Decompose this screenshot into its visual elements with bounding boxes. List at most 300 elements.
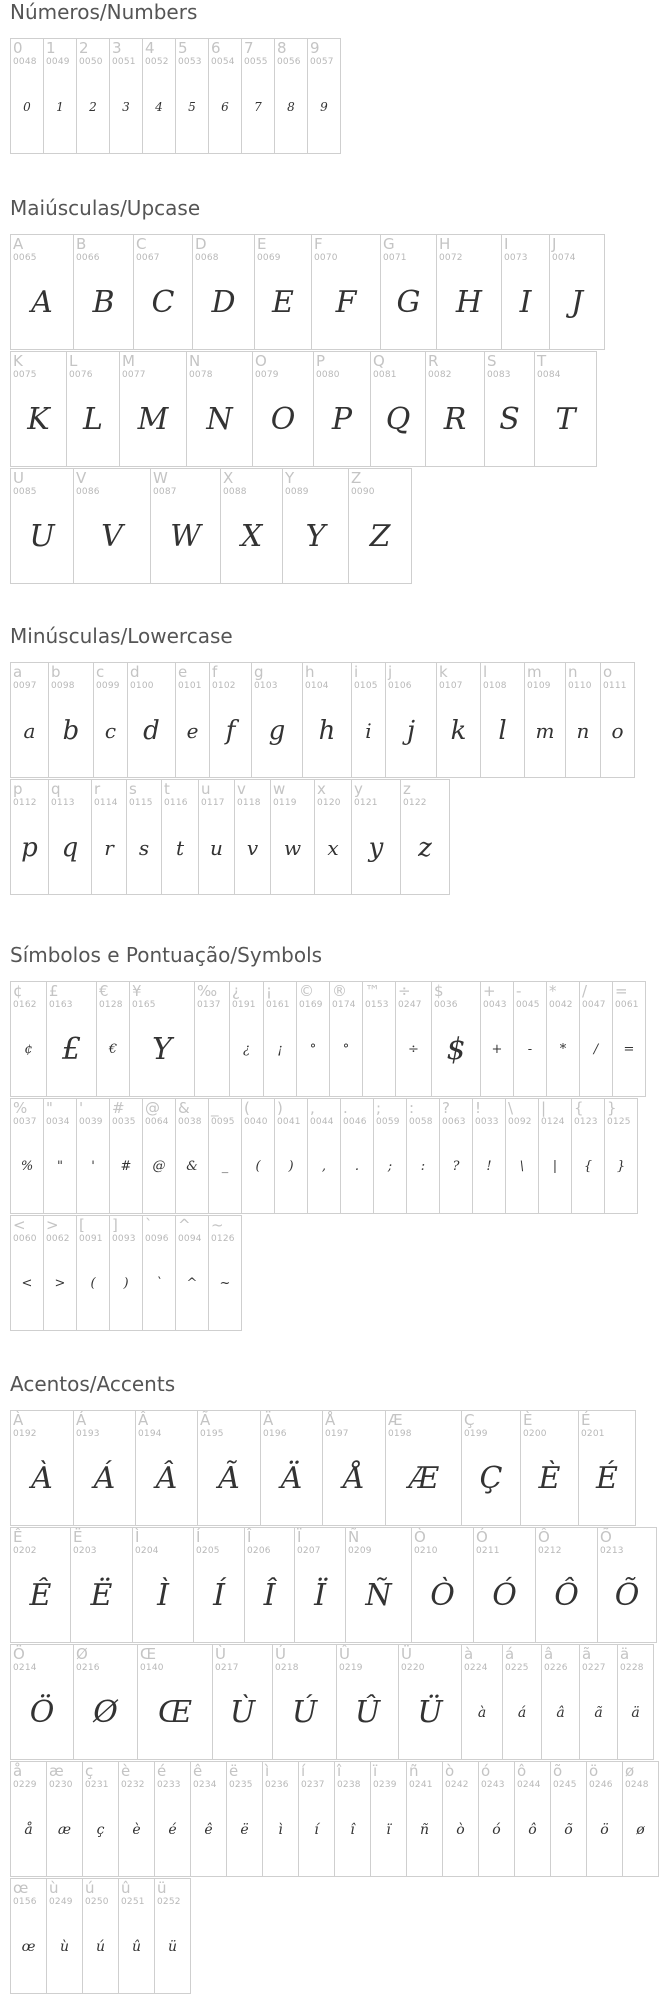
char-label: u: [201, 780, 211, 798]
glyph-cell: [586, 1761, 623, 1877]
char-code: 0242: [445, 1780, 469, 1790]
glyph-sample: p: [21, 833, 38, 863]
glyph-sample: M: [137, 402, 169, 437]
glyph-cell: [254, 234, 312, 350]
char-label: 4: [145, 39, 155, 57]
glyph-cell: [208, 38, 242, 154]
char-code: 0062: [46, 1234, 70, 1244]
char-label: Ì: [135, 1528, 140, 1546]
char-label: q: [51, 780, 61, 798]
char-code: 0055: [244, 57, 268, 67]
char-label: î: [337, 1762, 342, 1780]
glyph-sample: .: [354, 1159, 360, 1174]
char-code: 0237: [301, 1780, 325, 1790]
char-code: 0169: [299, 1000, 323, 1010]
glyph-sample: Ã: [218, 1461, 240, 1496]
glyph-sample: t: [175, 836, 185, 860]
glyph-cell: [161, 779, 199, 895]
glyph-cell: [10, 351, 67, 467]
char-code: 0249: [49, 1897, 73, 1907]
char-code: 0050: [79, 57, 103, 67]
glyph-cell: [154, 1761, 191, 1877]
char-label: ù: [49, 1879, 59, 1897]
char-label: à: [464, 1645, 474, 1663]
char-code: 0049: [46, 57, 70, 67]
char-label: ô: [517, 1762, 527, 1780]
glyph-cell: [311, 234, 381, 350]
char-code: 0047: [582, 1000, 606, 1010]
glyph-cell: [43, 1215, 77, 1331]
glyph-cell: [93, 662, 128, 778]
glyph-cell: [478, 1761, 515, 1877]
glyph-cell: [252, 351, 314, 467]
char-code: 0235: [229, 1780, 253, 1790]
glyph-sample: í: [314, 1822, 319, 1838]
char-code: 0212: [538, 1546, 562, 1556]
glyph-sample: q: [61, 833, 79, 863]
glyph-sample: Ù: [229, 1695, 256, 1730]
char-label: B: [76, 235, 87, 253]
glyph-cell: [135, 1410, 198, 1526]
char-code: 0108: [483, 681, 507, 691]
glyph-sample: £: [61, 1032, 82, 1067]
glyph-sample: Ê: [29, 1578, 52, 1613]
char-code: 0035: [112, 1117, 136, 1127]
glyph-sample: Æ: [408, 1461, 439, 1496]
char-label: @: [145, 1099, 160, 1117]
glyph-cell: [46, 1878, 83, 1994]
glyph-cell: [600, 662, 635, 778]
char-label: ~: [211, 1216, 224, 1234]
glyph-cell: [351, 779, 401, 895]
char-code: 0126: [211, 1234, 235, 1244]
char-code: 0070: [314, 253, 338, 263]
glyph-sample: û: [131, 1939, 142, 1955]
glyph-cell: [334, 1761, 371, 1877]
glyph-cell: [10, 1527, 71, 1643]
glyph-sample: S: [499, 402, 520, 437]
char-code: 0077: [122, 370, 146, 380]
glyph-sample: Ô: [554, 1578, 579, 1613]
glyph-cell: [270, 779, 315, 895]
section-numbers: [10, 0, 340, 155]
glyph-sample: ¿: [243, 1042, 250, 1057]
glyph-cell: [538, 1098, 572, 1214]
glyph-cell: [541, 1644, 580, 1760]
char-label: 5: [178, 39, 188, 57]
glyph-row: [10, 1761, 658, 1877]
char-label: Ê: [13, 1528, 23, 1546]
char-label: c: [96, 663, 105, 681]
glyph-cell: [362, 981, 396, 1097]
char-code: 0196: [263, 1429, 287, 1439]
char-code: 0232: [121, 1780, 145, 1790]
char-code: 0033: [475, 1117, 499, 1127]
glyph-cell: [550, 1761, 587, 1877]
glyph-sample: Ö: [29, 1695, 55, 1730]
char-label: {: [574, 1099, 584, 1117]
char-label: À: [13, 1411, 24, 1429]
glyph-sample: Å: [343, 1461, 365, 1496]
glyph-cell: [272, 1644, 337, 1760]
glyph-row: [10, 351, 604, 467]
glyph-sample: W: [170, 519, 201, 554]
glyph-sample: Î: [263, 1578, 276, 1613]
glyph-sample: â: [556, 1705, 565, 1721]
char-code: 0101: [178, 681, 202, 691]
char-label: ,: [310, 1099, 315, 1117]
glyph-cell: [220, 468, 283, 584]
char-code: 0195: [200, 1429, 224, 1439]
glyph-grid: [10, 234, 604, 584]
glyph-sample: ö: [600, 1822, 609, 1838]
char-label: V: [76, 469, 87, 487]
char-code: 0248: [625, 1780, 649, 1790]
glyph-cell: [579, 981, 613, 1097]
glyph-sample: ?: [452, 1159, 460, 1174]
char-code: 0137: [197, 1000, 221, 1010]
glyph-sample: G: [396, 285, 421, 320]
char-label: f: [212, 663, 218, 681]
char-label: R: [428, 352, 439, 370]
char-code: 0085: [13, 487, 37, 497]
char-label: ê: [193, 1762, 203, 1780]
glyph-row: [10, 662, 634, 778]
glyph-sample: g: [268, 716, 286, 746]
glyph-sample: 9: [320, 100, 328, 114]
glyph-sample: ù: [59, 1939, 70, 1955]
glyph-sample: Õ: [614, 1578, 640, 1613]
glyph-cell: [126, 779, 162, 895]
glyph-cell: [234, 779, 271, 895]
glyph-cell: [385, 1410, 462, 1526]
char-label: G: [383, 235, 395, 253]
char-code: 0071: [383, 253, 407, 263]
glyph-sample: ;: [387, 1159, 393, 1174]
char-code: 0202: [13, 1546, 37, 1556]
glyph-sample: 6: [221, 100, 229, 114]
glyph-cell: [109, 38, 143, 154]
glyph-sample: î: [350, 1822, 355, 1838]
glyph-cell: [307, 1098, 341, 1214]
glyph-row: [10, 1644, 658, 1760]
char-label: Ä: [263, 1411, 274, 1429]
glyph-cell: [154, 1878, 191, 1994]
glyph-cell: [132, 1527, 194, 1643]
char-label: ë: [229, 1762, 239, 1780]
char-label: ö: [589, 1762, 599, 1780]
char-label: y: [354, 780, 363, 798]
char-code: 0241: [409, 1780, 433, 1790]
glyph-sample: ã: [594, 1705, 603, 1721]
char-code: 0123: [574, 1117, 598, 1127]
char-code: 0115: [129, 798, 153, 808]
glyph-sample: L: [83, 402, 103, 437]
glyph-cell: [612, 981, 646, 1097]
glyph-cell: [226, 1761, 263, 1877]
glyph-cell: [118, 1878, 155, 1994]
char-label: Ã: [200, 1411, 211, 1429]
glyph-sample: s: [138, 836, 150, 860]
glyph-sample: o: [611, 719, 624, 743]
char-label: 9: [310, 39, 320, 57]
char-label: æ: [49, 1762, 64, 1780]
char-label: /: [582, 982, 588, 1000]
char-label: w: [273, 780, 286, 798]
char-code: 0072: [439, 253, 463, 263]
glyph-sample: Y: [152, 1032, 172, 1067]
char-code: 0227: [582, 1663, 606, 1673]
char-code: 0063: [442, 1117, 466, 1127]
char-code: 0046: [343, 1117, 367, 1127]
glyph-cell: [10, 662, 49, 778]
char-label: F: [314, 235, 323, 253]
char-label: 6: [211, 39, 221, 57]
char-code: 0040: [244, 1117, 268, 1127]
glyph-sample: k: [450, 716, 467, 746]
glyph-cell: [520, 1410, 579, 1526]
glyph-cell: [192, 234, 255, 350]
char-label: Ü: [401, 1645, 412, 1663]
glyph-sample: I: [519, 285, 532, 320]
glyph-sample: (: [90, 1276, 96, 1291]
char-code: 0199: [464, 1429, 488, 1439]
char-code: 0068: [195, 253, 219, 263]
char-code: 0065: [13, 253, 37, 263]
char-code: 0191: [232, 1000, 256, 1010]
glyph-sample: ó: [492, 1822, 501, 1838]
glyph-sample: =: [623, 1042, 635, 1057]
glyph-cell: [373, 1098, 407, 1214]
char-code: 0236: [265, 1780, 289, 1790]
char-label: X: [223, 469, 234, 487]
char-code: 0238: [337, 1780, 361, 1790]
char-code: 0224: [464, 1663, 488, 1673]
glyph-sample: 5: [188, 100, 196, 114]
glyph-sample: l: [498, 716, 507, 746]
char-code: 0036: [434, 1000, 458, 1010]
char-label: É: [581, 1411, 591, 1429]
glyph-sample: w: [283, 836, 302, 860]
char-code: 0110: [568, 681, 592, 691]
glyph-sample: Í: [213, 1578, 225, 1613]
glyph-cell: [10, 1098, 44, 1214]
glyph-sample: i: [365, 719, 372, 743]
glyph-cell: [251, 662, 303, 778]
char-code: 0230: [49, 1780, 73, 1790]
glyph-cell: [307, 38, 341, 154]
glyph-sample: á: [517, 1705, 527, 1721]
glyph-sample: 1: [56, 100, 64, 114]
char-code: 0113: [51, 798, 75, 808]
glyph-cell: [484, 351, 535, 467]
section-title: Acentos/Accents: [10, 1372, 176, 1396]
char-label: 7: [244, 39, 254, 57]
glyph-sample: +: [491, 1042, 503, 1057]
glyph-cell: [48, 662, 94, 778]
char-code: 0107: [439, 681, 463, 691]
char-label: <: [13, 1216, 26, 1234]
char-label: Ò: [414, 1528, 426, 1546]
glyph-sample: e: [186, 719, 199, 743]
glyph-sample: n: [576, 719, 590, 743]
glyph-sample: %: [20, 1159, 34, 1174]
char-label: Ô: [538, 1528, 550, 1546]
char-code: 0228: [620, 1663, 644, 1673]
char-code: 0067: [136, 253, 160, 263]
glyph-sample: ¢: [24, 1042, 33, 1057]
glyph-sample: `: [155, 1276, 163, 1291]
char-label: Ï: [297, 1528, 302, 1546]
section-title: Minúsculas/Lowercase: [10, 624, 233, 648]
glyph-sample: °: [342, 1042, 350, 1057]
glyph-cell: [10, 981, 47, 1097]
char-label: ™: [365, 982, 380, 1000]
char-code: 0079: [255, 370, 279, 380]
char-label: ü: [157, 1879, 167, 1897]
char-code: 0192: [13, 1429, 37, 1439]
glyph-row: [10, 779, 634, 895]
glyph-sample: R: [443, 402, 467, 437]
char-label: J: [552, 235, 557, 253]
glyph-cell: [501, 234, 550, 350]
char-label: !: [475, 1099, 482, 1117]
glyph-cell: [348, 468, 412, 584]
char-code: 0051: [112, 57, 136, 67]
glyph-cell: [604, 1098, 638, 1214]
glyph-cell: [46, 1761, 83, 1877]
glyph-cell: [442, 1761, 479, 1877]
char-code: 0081: [373, 370, 397, 380]
char-code: 0156: [13, 1897, 37, 1907]
char-code: 0226: [544, 1663, 568, 1673]
glyph-sample: É: [596, 1461, 618, 1496]
char-code: 0111: [603, 681, 627, 691]
glyph-sample: <: [21, 1276, 33, 1291]
char-label: â: [544, 1645, 554, 1663]
glyph-sample: 8: [287, 100, 295, 114]
glyph-sample: ÷: [408, 1042, 419, 1057]
char-label: ç: [85, 1762, 94, 1780]
glyph-sample: x: [327, 836, 339, 860]
glyph-cell: [10, 1878, 47, 1994]
glyph-sample: y: [368, 833, 384, 863]
glyph-cell: [294, 1527, 346, 1643]
char-label: d: [130, 663, 140, 681]
glyph-sample: Ë: [90, 1578, 113, 1613]
glyph-sample: ¡: [277, 1042, 283, 1057]
section-title: Números/Numbers: [10, 0, 198, 24]
char-code: 0112: [13, 798, 37, 808]
glyph-cell: [43, 38, 77, 154]
glyph-sample: œ: [21, 1939, 36, 1955]
char-label: i: [354, 663, 359, 681]
glyph-cell: [127, 662, 176, 778]
glyph-cell: [10, 1410, 74, 1526]
glyph-cell: [400, 779, 450, 895]
glyph-cell: [91, 779, 127, 895]
char-code: 0214: [13, 1663, 37, 1673]
glyph-cell: [431, 981, 481, 1097]
glyph-cell: [10, 234, 74, 350]
char-code: 0102: [212, 681, 236, 691]
char-code: 0099: [96, 681, 120, 691]
char-label: £: [49, 982, 59, 1000]
glyph-sample: Á: [93, 1461, 116, 1496]
glyph-sample: m: [535, 719, 555, 743]
glyph-cell: [398, 1644, 462, 1760]
char-label: €: [99, 982, 109, 1000]
glyph-cell: [119, 351, 187, 467]
glyph-cell: [406, 1098, 440, 1214]
glyph-cell: [66, 351, 120, 467]
char-code: 0233: [157, 1780, 181, 1790]
char-label: l: [483, 663, 488, 681]
glyph-cell: [298, 1761, 335, 1877]
char-label: û: [121, 1879, 131, 1897]
char-label: 0: [13, 39, 23, 57]
glyph-sample: ": [57, 1159, 63, 1174]
char-code: 0056: [277, 57, 301, 67]
char-code: 0234: [193, 1780, 217, 1790]
char-code: 0059: [376, 1117, 400, 1127]
char-code: 0041: [277, 1117, 301, 1127]
char-label: ©: [299, 982, 314, 1000]
char-label: \: [508, 1099, 514, 1117]
char-code: 0045: [516, 1000, 540, 1010]
glyph-cell: [175, 662, 210, 778]
char-code: 0239: [373, 1780, 397, 1790]
glyph-cell: [70, 1527, 133, 1643]
glyph-cell: [10, 1215, 44, 1331]
char-label: T: [537, 352, 547, 370]
glyph-sample: Û: [354, 1695, 381, 1730]
char-code: 0245: [553, 1780, 577, 1790]
glyph-grid: [10, 662, 634, 895]
glyph-row: [10, 1098, 645, 1214]
char-label: b: [51, 663, 61, 681]
char-label: ": [46, 1099, 53, 1117]
glyph-sample: u: [210, 836, 223, 860]
glyph-cell: [10, 779, 49, 895]
char-label: ¥: [132, 982, 142, 1000]
char-code: 0205: [196, 1546, 220, 1556]
char-code: 0089: [285, 487, 309, 497]
char-label: Æ: [388, 1411, 403, 1429]
glyph-cell: [194, 981, 230, 1097]
glyph-sample: 2: [89, 100, 97, 114]
glyph-sample: ä: [631, 1705, 640, 1721]
char-code: 0044: [310, 1117, 334, 1127]
char-label: s: [129, 780, 137, 798]
glyph-cell: [73, 1410, 136, 1526]
char-code: 0037: [13, 1117, 37, 1127]
char-label: ÷: [398, 982, 411, 1000]
glyph-cell: [411, 1527, 474, 1643]
glyph-cell: [439, 1098, 473, 1214]
glyph-sample: Y: [305, 519, 326, 554]
char-code: 0125: [607, 1117, 631, 1127]
char-label: í: [301, 1762, 306, 1780]
char-code: 0118: [237, 798, 261, 808]
glyph-sample: z: [418, 833, 432, 863]
glyph-cell: [622, 1761, 659, 1877]
char-label: #: [112, 1099, 125, 1117]
glyph-cell: [260, 1410, 323, 1526]
char-code: 0052: [145, 57, 169, 67]
glyph-cell: [241, 1098, 275, 1214]
glyph-cell: [48, 779, 92, 895]
